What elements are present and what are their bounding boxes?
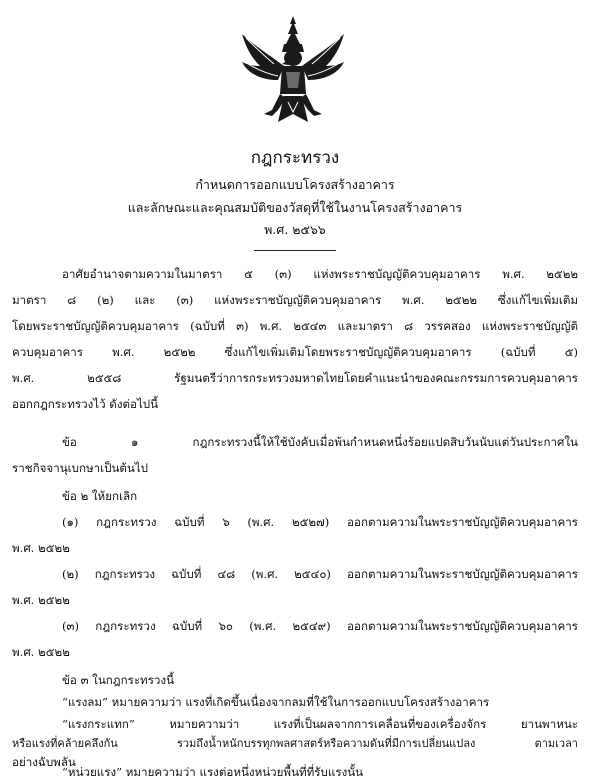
document-subtitle-2: และลักษณะและคุณสมบัติของวัสดุที่ใช้ในงานโครงสร้างอาคาร [127, 200, 463, 215]
body-line: ออกกฎกระทรวงไว้ ดังต่อไปนี้ [12, 397, 159, 411]
definition-impact-load-end: อย่างฉับพลัน [12, 755, 76, 769]
definition-wind-load: “แรงลม” หมายความว่า แรงที่เกิดขึ้นเนื่องจากลมที่ใช้ในการออกแบบโครงสร้างอาคาร [62, 695, 490, 709]
body-line: โดยพระราชบัญญัติควบคุมอาคาร (ฉบับที่ ๓) พ.ศ. ๒๕๔๓ และมาตรา ๘ วรรคสอง แห่งพระราชบัญญัติ [12, 319, 578, 333]
repeal-item-3-year: พ.ศ. ๒๕๒๒ [12, 645, 70, 659]
repeal-item-2: (๒) กฎกระทรวง ฉบับที่ ๔๘ (พ.ศ. ๒๕๔๐) ออกตามความในพระราชบัญญัติควบคุมอาคาร [62, 567, 578, 581]
body-line: อาศัยอำนาจตามความในมาตรา ๕ (๓) แห่งพระราชบัญญัติควบคุมอาคาร พ.ศ. ๒๕๒๒ [62, 267, 578, 281]
clause-2-heading: ข้อ ๒ ให้ยกเลิก [62, 489, 138, 503]
body-line: พ.ศ. ๒๕๕๘ รัฐมนตรีว่าการกระทรวงมหาดไทยโดยคำแนะนำของคณะกรรมการควบคุมอาคาร [12, 371, 578, 385]
garuda-emblem-icon [238, 14, 348, 129]
repeal-item-2-year: พ.ศ. ๒๕๒๒ [12, 593, 70, 607]
body-line: มาตรา ๘ (๒) และ (๓) แห่งพระราชบัญญัติควบคุมอาคาร พ.ศ. ๒๕๒๒ ซึ่งแก้ไขเพิ่มเติม [12, 293, 578, 307]
body-line: ควบคุมอาคาร พ.ศ. ๒๕๒๒ ซึ่งแก้ไขเพิ่มเติมโดยพระราชบัญญัติควบคุมอาคาร (ฉบับที่ ๕) [12, 345, 578, 359]
definition-impact-load: “แรงกระแทก” หมายความว่า แรงที่เป็นผลจากการเคลื่อนที่ของเครื่องจักร ยานพาหนะ [62, 717, 578, 731]
document-title: กฎกระทรวง [250, 148, 340, 168]
clause-1-line: ราชกิจจานุเบกษาเป็นต้นไป [12, 461, 149, 475]
definition-impact-load-cont: หรือแรงที่คล้ายคลึงกัน รวมถึงน้ำหนักบรรทุกพลศาสตร์หรือความดันที่มีการเปลี่ยนแปลง ตามเวลา [12, 737, 578, 750]
definition-stress: “หน่วยแรง” หมายความว่า แรงต่อหนึ่งหน่วยพื้นที่ที่รับแรงนั้น [62, 765, 364, 779]
clause-1-line: ข้อ ๑ กฎกระทรวงนี้ให้ใช้บังคับเมื่อพ้นกำหนดหนึ่งร้อยแปดสิบวันนับแต่วันประกาศใน [62, 435, 578, 449]
repeal-item-1: (๑) กฎกระทรวง ฉบับที่ ๖ (พ.ศ. ๒๕๒๗) ออกตามความในพระราชบัญญัติควบคุมอาคาร [62, 515, 578, 529]
document-year: พ.ศ. ๒๕๖๖ [264, 222, 326, 237]
repeal-item-3: (๓) กฎกระทรวง ฉบับที่ ๖๐ (พ.ศ. ๒๕๔๙) ออกตามความในพระราชบัญญัติควบคุมอาคาร [62, 619, 578, 633]
repeal-item-1-year: พ.ศ. ๒๕๒๒ [12, 541, 70, 555]
clause-3-heading: ข้อ ๓ ในกฎกระทรวงนี้ [62, 673, 175, 687]
title-divider [254, 250, 336, 251]
document-subtitle-1: กำหนดการออกแบบโครงสร้างอาคาร [195, 177, 395, 192]
